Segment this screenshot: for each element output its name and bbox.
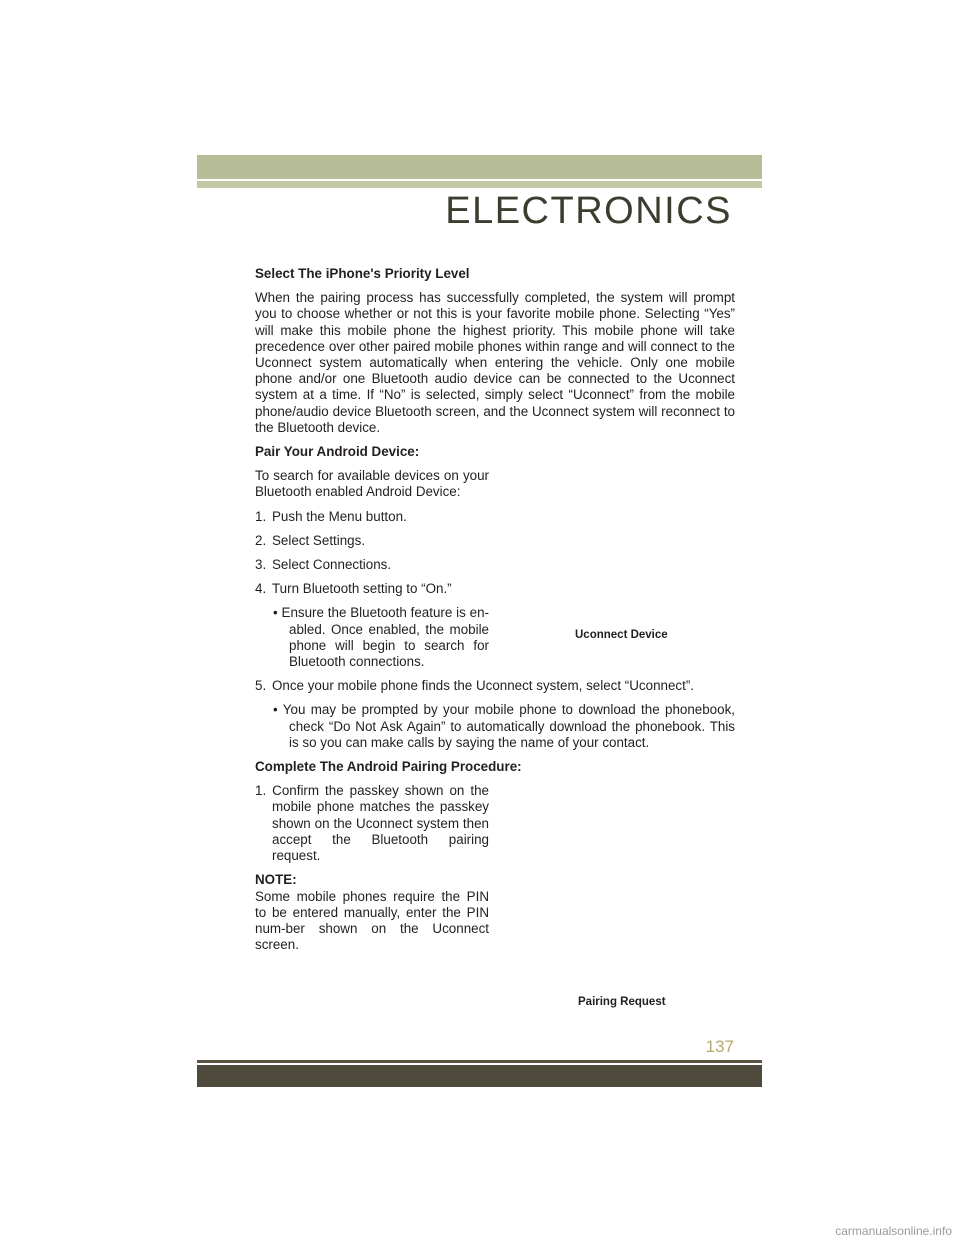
- step-number: 2.: [255, 532, 267, 548]
- page-number: 137: [705, 1037, 734, 1056]
- step-2: [255, 533, 735, 549]
- paragraph-priority: When the pairing process has successfully completed, the system will prompt you to choose whether or not this is your favorite mobile phone. Selecting “Yes” will make this mobile phone the highest priority. This mobile phone will take precedence over other paired mobile phones within range and will connect to the Uconnect system automatically when entering the vehicle. Only one mobile phone and/or one Bluetooth audio device can be connected to the Uconnect system at a time. If “No” is selected, simply select “Uconnect” from the mobile phone/audio device Bluetooth screen, and the Uconnect system will reconnect to the Bluetooth device.: [255, 290, 735, 435]
- figure-caption-uconnect-device: Uconnect Device: [575, 629, 668, 641]
- step-4-bullet: • Ensure the Bluetooth feature is en-abled. Once enabled, the mobile phone will begin to search for Bluetooth connections.: [273, 605, 489, 670]
- step-number: 4.: [255, 581, 267, 597]
- step-text: Turn Bluetooth setting to “On.”: [272, 581, 452, 597]
- paragraph-search-devices: To search for available devices on your Bluetooth enabled Android Device:: [255, 468, 489, 500]
- note-label: NOTE:: [255, 872, 297, 888]
- heading-complete-android: Complete The Android Pairing Procedure:: [255, 759, 522, 775]
- step-5-bullet: • You may be prompted by your mobile phone to download the phonebook, check “Do Not Ask Again” to automatically download the phonebook. This is so you can make calls by saying the name of your contact.: [273, 702, 735, 750]
- step-text: Once your mobile phone finds the Uconnect system, select “Uconnect”.: [272, 678, 695, 694]
- step-number: 3.: [255, 557, 267, 573]
- footer-band-line: [197, 1060, 762, 1063]
- watermark-text: carmanualsonline.info: [835, 1224, 952, 1238]
- header-band: [197, 155, 762, 179]
- step-5: [255, 678, 735, 694]
- step-text: Select Connections.: [272, 557, 392, 573]
- step-3: [255, 557, 735, 573]
- step-number: 1.: [255, 508, 267, 524]
- step-text: Select Settings.: [272, 532, 366, 548]
- step-text: Push the Menu button.: [272, 508, 407, 524]
- step-confirm-passkey: 1. Confirm the passkey shown on the mobile phone matches the passkey shown on the Uconnect system then accept the Bluetooth pairing request.: [255, 783, 489, 864]
- step-4: [255, 581, 735, 597]
- step-1: [255, 509, 735, 525]
- header-band-line: [197, 181, 762, 188]
- heading-pair-android: Pair Your Android Device:: [255, 444, 420, 460]
- body-column: [255, 266, 735, 961]
- step-number: 5.: [255, 678, 267, 694]
- note-text: Some mobile phones require the PIN to be entered manually, enter the PIN num-ber shown on the Uconnect screen.: [255, 888, 489, 953]
- footer-band: [197, 1065, 762, 1087]
- section-title: ELECTRONICS: [445, 190, 732, 232]
- heading-iphone-priority: Select The iPhone's Priority Level: [255, 266, 470, 281]
- figure-caption-pairing-request: Pairing Request: [578, 996, 666, 1008]
